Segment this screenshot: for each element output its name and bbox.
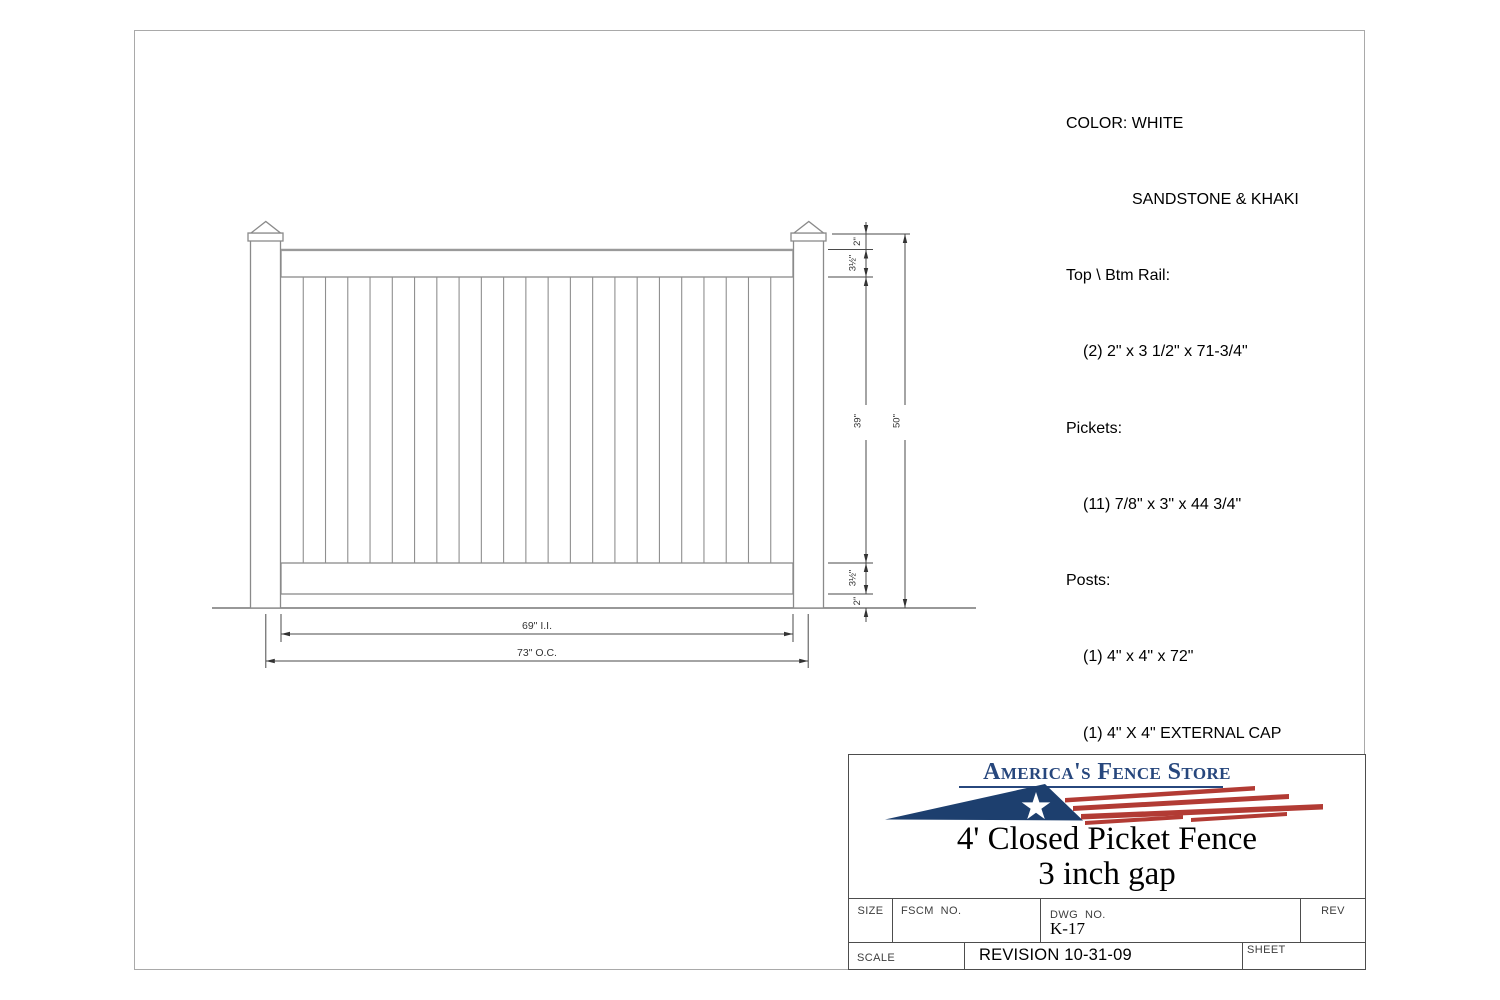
spec-line: SANDSTONE & KHAKI bbox=[1132, 191, 1299, 209]
brand-name: America's Fence Store bbox=[983, 759, 1231, 785]
spec-line: Pickets: bbox=[1066, 419, 1123, 437]
drawing-subtitle: 3 inch gap bbox=[1038, 856, 1176, 892]
revision-value: REVISION 10-31-09 bbox=[979, 946, 1132, 964]
fscm-no-label: FSCM NO. bbox=[892, 899, 1040, 943]
spec-line: Posts: bbox=[1066, 572, 1111, 590]
dwg-no-label: DWG NO. bbox=[1050, 909, 1106, 921]
rev-label: REV bbox=[1300, 899, 1365, 943]
dim-label-3half-top: 3½" bbox=[847, 254, 859, 272]
dim-label-2in-bottom: 2" bbox=[852, 596, 864, 606]
spec-line: COLOR: WHITE bbox=[1066, 114, 1184, 132]
flag-stripes bbox=[1065, 786, 1323, 825]
dwg-no-value: K-17 bbox=[1050, 919, 1085, 938]
bottom-rail bbox=[281, 563, 793, 594]
right-post-cap-collar bbox=[791, 233, 826, 241]
spec-line: (2) 2" x 3 1/2" x 71-3/4" bbox=[1083, 343, 1248, 361]
right-post bbox=[794, 241, 824, 609]
left-post-cap-collar bbox=[248, 233, 283, 241]
dim-label-39: 39" bbox=[852, 414, 864, 428]
scale-label: SCALE bbox=[857, 952, 896, 964]
title-block bbox=[848, 754, 1366, 970]
spec-line: Top \ Btm Rail: bbox=[1066, 267, 1171, 285]
pickets bbox=[303, 277, 770, 563]
drawing-title: 4' Closed Picket Fence bbox=[956, 821, 1258, 857]
title-block-fields-row bbox=[849, 898, 1365, 943]
flag-logo bbox=[885, 784, 1325, 826]
revision-cell bbox=[964, 943, 1242, 970]
top-rail bbox=[281, 250, 793, 278]
size-label: SIZE bbox=[857, 905, 884, 917]
dwg-no-cell bbox=[1040, 899, 1300, 943]
dim-label-73-oc: 73" O.C. bbox=[517, 647, 557, 659]
dim-label-2in-top: 2" bbox=[852, 237, 864, 246]
sheet-label: SHEET bbox=[1242, 943, 1365, 970]
title-block-bottom-row bbox=[849, 942, 1365, 970]
dim-label-50: 50" bbox=[891, 414, 903, 428]
spec-line: (1) 4" x 4" x 72" bbox=[1083, 648, 1194, 666]
spec-line: (1) 4" X 4" EXTERNAL CAP bbox=[1083, 724, 1282, 742]
left-post bbox=[251, 241, 281, 609]
right-post-cap-peak bbox=[794, 222, 824, 234]
dim-label-69-ii: 69" I.I. bbox=[522, 620, 552, 632]
spec-line: (11) 7/8" x 3" x 44 3/4" bbox=[1083, 495, 1242, 513]
dim-label-3half-bottom: 3½" bbox=[847, 569, 859, 587]
flag-swoosh bbox=[885, 784, 1083, 821]
left-post-cap-peak bbox=[251, 222, 281, 234]
